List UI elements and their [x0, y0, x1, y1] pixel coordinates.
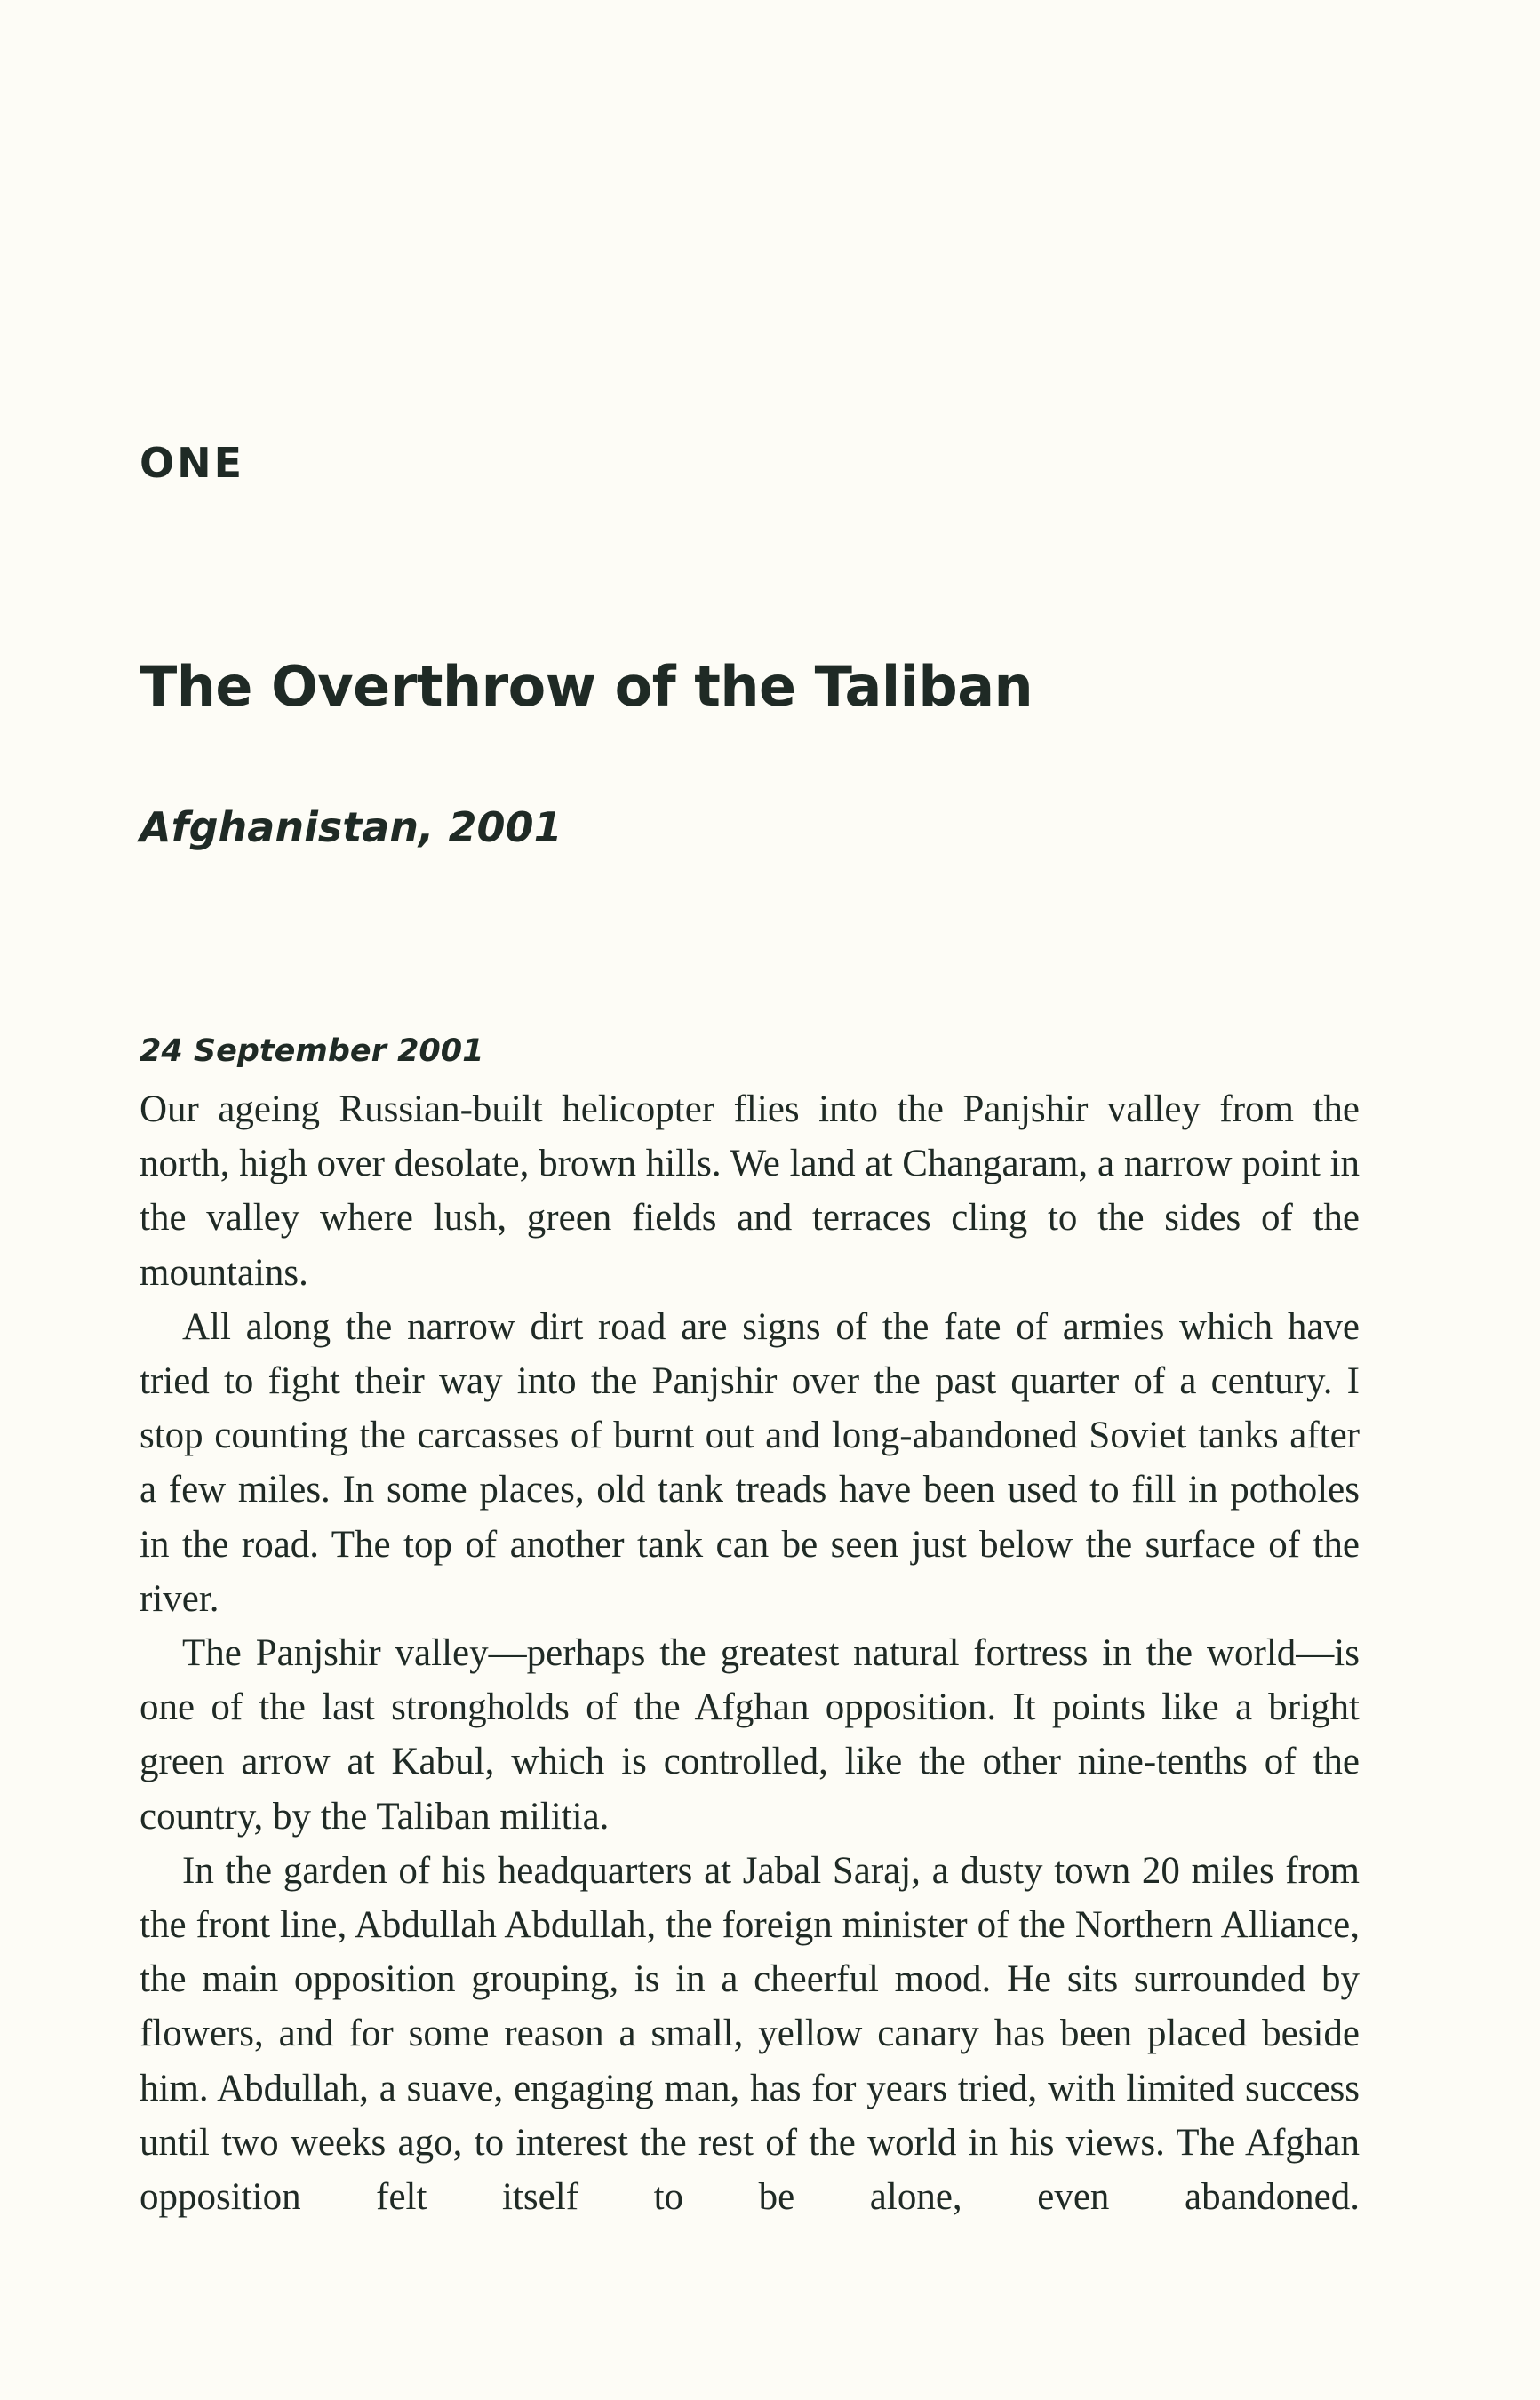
entry-date: 24 September 2001	[140, 1033, 484, 1069]
paragraph: The Panjshir valley—perhaps the greatest natural fortress in the world—is one of the last strongholds of the Afghan opposition. It points like a bright green arrow at Kabul, which is controlled, like the other nine-tenths of the country, by the Taliban militia.	[140, 1632, 1360, 1838]
chapter-number: ONE	[140, 439, 245, 487]
chapter-title: The Overthrow of the Taliban	[140, 654, 1033, 719]
paragraph: Our ageing Russian-built helicopter flies into the Panjshir valley from the north, high over desolate, brown hills. We land at Changaram, a narrow point in the valley where lush, green fields and terraces cling to the sides of the mountains.	[140, 1088, 1360, 1294]
paragraph: All along the narrow dirt road are signs of the fate of armies which have tried to fight their way into the Panjshir over the past quarter of a century. I stop counting the carcasses of burnt out and long-abandoned Soviet tanks after a few miles. In some places, old tank treads have been used to fill in potholes in the road. The top of another tank can be seen just below the surface of the river.	[140, 1305, 1360, 1620]
paragraph: In the garden of his headquarters at Jabal Saraj, a dusty town 20 miles from the front line, Abdullah Abdullah, the foreign minister of the Northern Alliance, the main opposition grouping, is in a cheerful mood. He sits surrounded by flowers, and for some reason a small, yellow canary has been placed beside him. Abdullah, a suave, engaging man, has for years tried, with limited success until two weeks ago, to interest the rest of the world in his views. The Afghan opposition felt itself to be alone, even abandoned.	[140, 1849, 1360, 2219]
body-text	[140, 1082, 1360, 2224]
chapter-subtitle: Afghanistan, 2001	[140, 803, 563, 851]
